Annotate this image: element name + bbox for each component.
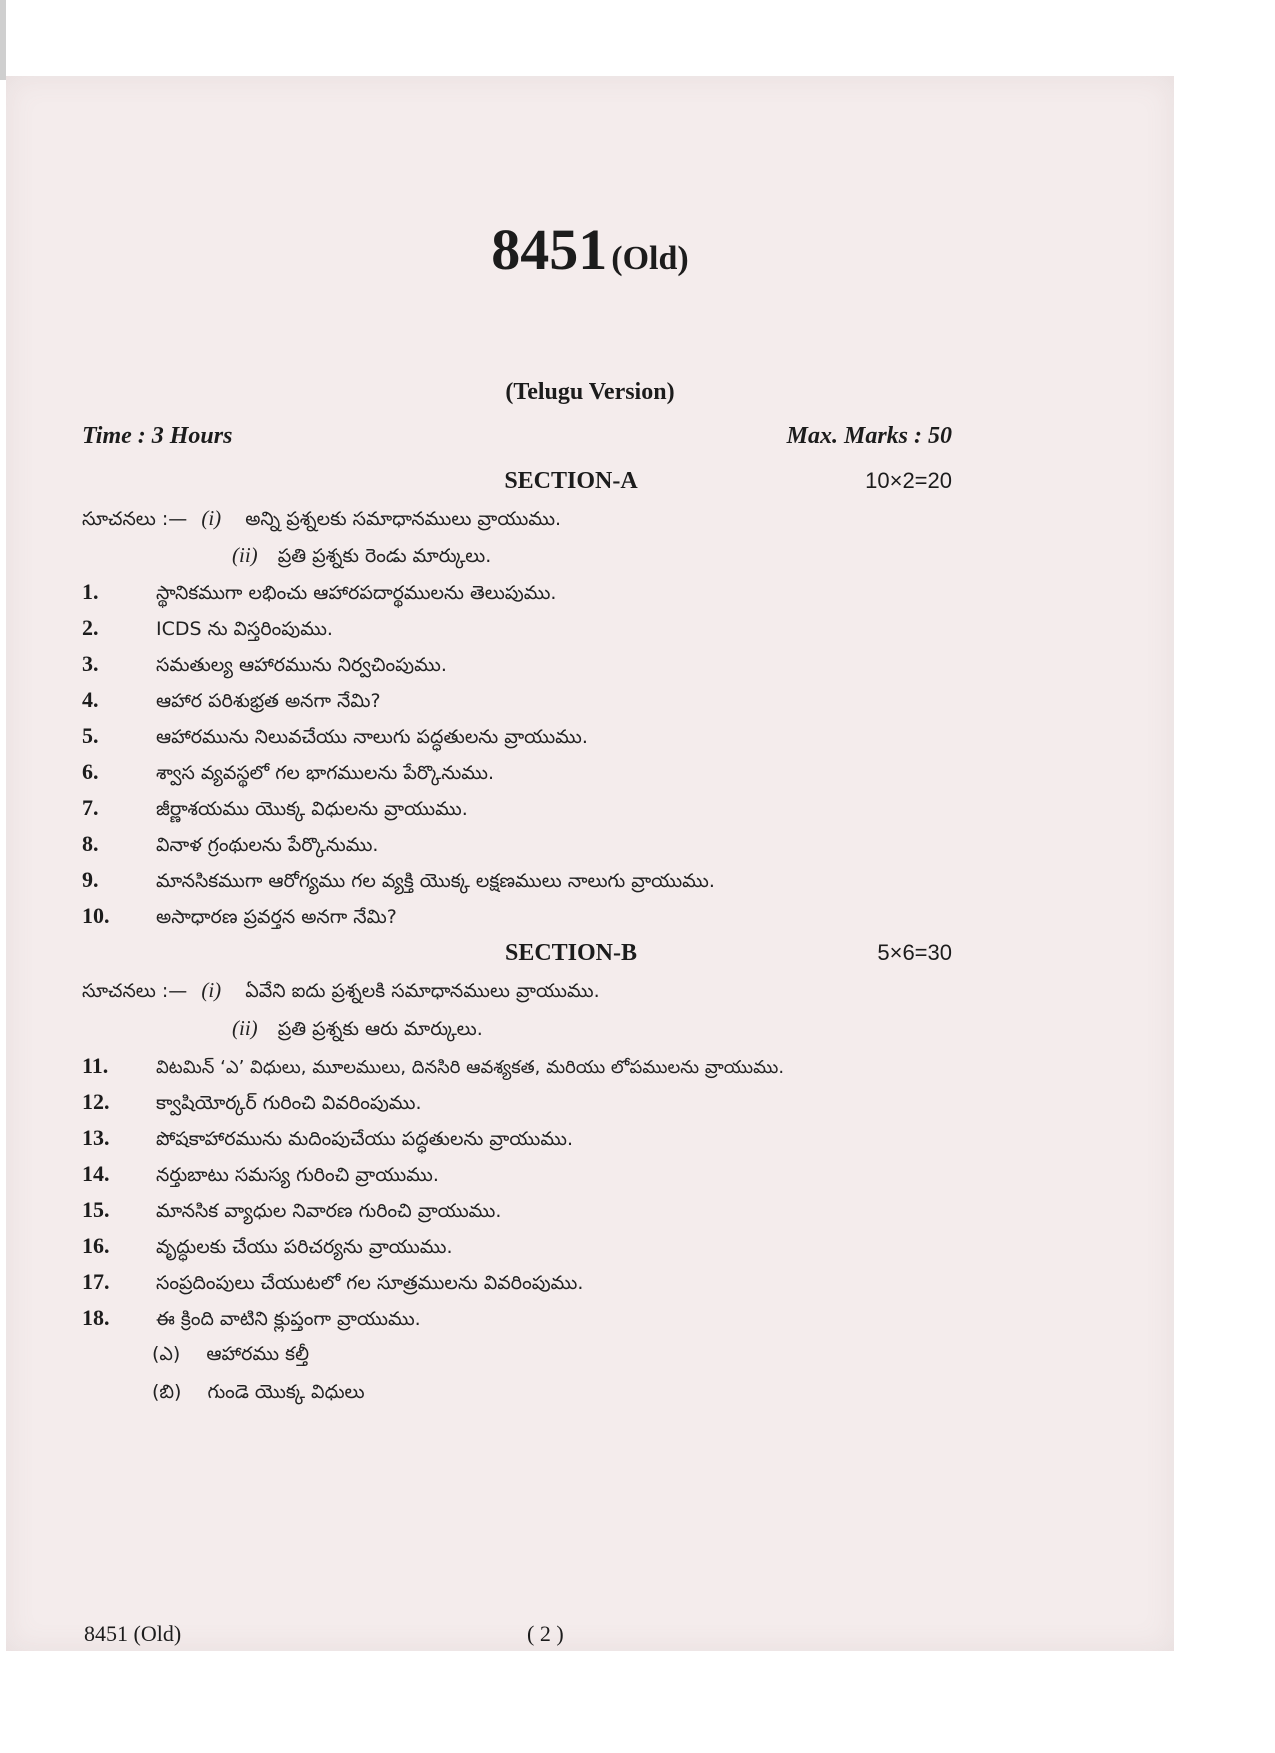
question-text: స్థానికముగా లభించు ఆహారపదార్థములను తెలుపుము. bbox=[156, 582, 557, 604]
question-number: 17. bbox=[82, 1269, 110, 1294]
sub-item-a bbox=[152, 1343, 309, 1370]
question-number: 3. bbox=[82, 651, 99, 676]
instruction-num: (ii) bbox=[232, 1016, 258, 1040]
question-text: పోషకాహారమును మదింపుచేయు పద్ధతులను వ్రాయుము. bbox=[156, 1128, 574, 1150]
question-3 bbox=[82, 651, 447, 681]
question-number: 18. bbox=[82, 1305, 110, 1330]
question-number: 5. bbox=[82, 723, 99, 748]
sub-item-label: (బి) bbox=[152, 1381, 182, 1403]
question-text: శ్వాస వ్యవస్థలో గల భాగములను పేర్కొనుము. bbox=[156, 762, 494, 784]
instruction-label: సూచనలు :— bbox=[82, 508, 188, 530]
question-text: ఆహారమును నిలువచేయు నాలుగు పద్ధతులను వ్రాయుము. bbox=[156, 726, 588, 748]
footer-paper-code: 8451 (Old) bbox=[84, 1621, 182, 1646]
question-text: సంప్రదింపులు చేయుటలో గల సూత్రములను వివరింపుము. bbox=[156, 1272, 584, 1294]
question-number: 16. bbox=[82, 1233, 110, 1258]
question-11 bbox=[82, 1053, 784, 1082]
section-a-marks: 10×2=20 bbox=[865, 468, 952, 493]
instruction-text: అన్ని ప్రశ్నలకు సమాధానములు వ్రాయుము. bbox=[245, 508, 562, 530]
question-number: 9. bbox=[82, 867, 99, 892]
question-text: క్వాషియోర్కర్ గురించి వివరింపుము. bbox=[156, 1092, 422, 1114]
instruction-text: ప్రతి ప్రశ్నకు ఆరు మార్కులు. bbox=[277, 1018, 483, 1040]
section-b-instruction-2 bbox=[232, 1016, 483, 1045]
question-text: జీర్ణాశయము యొక్క విధులను వ్రాయుము. bbox=[156, 798, 468, 820]
paper-suffix: (Old) bbox=[611, 240, 689, 277]
question-text: ఈ క్రింది వాటిని క్లుప్తంగా వ్రాయుము. bbox=[156, 1308, 421, 1330]
question-12 bbox=[82, 1089, 422, 1119]
question-text: విటమిన్ ‘ఎ’ విధులు, మూలములు, దినసిరి ఆవశ్యకత, మరియు లోపములను వ్రాయుము. bbox=[156, 1057, 785, 1078]
question-8 bbox=[82, 831, 378, 861]
question-5 bbox=[82, 723, 588, 753]
section-b-marks: 5×6=30 bbox=[877, 940, 952, 965]
section-a-title: SECTION-A bbox=[504, 468, 638, 494]
question-4 bbox=[82, 687, 381, 717]
paper-code: 8451 bbox=[491, 217, 608, 282]
question-15 bbox=[82, 1197, 501, 1227]
question-18 bbox=[82, 1305, 421, 1335]
exam-page bbox=[6, 76, 1174, 1651]
question-number: 4. bbox=[82, 687, 99, 712]
question-number: 14. bbox=[82, 1161, 110, 1186]
question-text: ICDS ను విస్తరింపుము. bbox=[156, 618, 333, 640]
question-16 bbox=[82, 1233, 453, 1263]
question-17 bbox=[82, 1269, 583, 1299]
instruction-num: (ii) bbox=[232, 543, 258, 567]
question-number: 8. bbox=[82, 831, 99, 856]
instruction-num: (i) bbox=[201, 506, 222, 530]
question-number: 1. bbox=[82, 579, 99, 604]
question-text: నర్తుబాటు సమస్య గురించి వ్రాయుము. bbox=[156, 1164, 439, 1186]
question-text: వినాళ గ్రంథులను పేర్కొనుము. bbox=[156, 834, 379, 856]
question-text: వృద్ధులకు చేయు పరిచర్యను వ్రాయుము. bbox=[156, 1236, 453, 1258]
question-2 bbox=[82, 615, 333, 645]
paper-code-title bbox=[6, 216, 1174, 283]
question-number: 7. bbox=[82, 795, 99, 820]
instruction-label: సూచనలు :— bbox=[82, 980, 188, 1002]
question-number: 10. bbox=[82, 903, 110, 928]
scan-edge bbox=[0, 0, 6, 80]
question-text: మానసికముగా ఆరోగ్యము గల వ్యక్తి యొక్క లక్షణములు నాలుగు వ్రాయుము. bbox=[156, 870, 715, 892]
question-1 bbox=[82, 579, 556, 609]
section-a-instruction-2 bbox=[232, 543, 491, 572]
section-a-instruction-1 bbox=[82, 506, 561, 535]
instruction-num: (i) bbox=[201, 978, 222, 1002]
section-b-title: SECTION-B bbox=[504, 940, 638, 966]
question-number: 6. bbox=[82, 759, 99, 784]
page-number: ( 2 ) bbox=[527, 1621, 564, 1646]
question-number: 12. bbox=[82, 1089, 110, 1114]
version-label: (Telugu Version) bbox=[505, 379, 675, 405]
max-marks-label: Max. Marks : 50 bbox=[786, 423, 952, 449]
question-number: 13. bbox=[82, 1125, 110, 1150]
question-text: మానసిక వ్యాధుల నివారణ గురించి వ్రాయుము. bbox=[156, 1200, 502, 1222]
question-14 bbox=[82, 1161, 439, 1191]
question-text: అసాధారణ ప్రవర్తన అనగా నేమి? bbox=[156, 906, 397, 928]
sub-item-text: ఆహారము కల్తీ bbox=[206, 1343, 310, 1365]
instruction-text: ప్రతి ప్రశ్నకు రెండు మార్కులు. bbox=[277, 545, 492, 567]
time-label: Time : 3 Hours bbox=[82, 423, 233, 449]
question-13 bbox=[82, 1125, 573, 1155]
question-number: 2. bbox=[82, 615, 99, 640]
question-10 bbox=[82, 903, 397, 933]
question-number: 15. bbox=[82, 1197, 110, 1222]
sub-item-text: గుండె యొక్క విధులు bbox=[207, 1381, 365, 1403]
question-number: 11. bbox=[82, 1053, 109, 1078]
sub-item-b bbox=[152, 1381, 365, 1408]
question-9 bbox=[82, 867, 715, 897]
question-text: సమతుల్య ఆహారమును నిర్వచింపుము. bbox=[156, 654, 447, 676]
section-b-instruction-1 bbox=[82, 978, 600, 1007]
instruction-text: ఏవేని ఐదు ప్రశ్నలకి సమాధానములు వ్రాయుము. bbox=[245, 980, 600, 1002]
sub-item-label: (ఎ) bbox=[152, 1343, 181, 1365]
question-7 bbox=[82, 795, 468, 825]
question-6 bbox=[82, 759, 494, 789]
question-text: ఆహార పరిశుభ్రత అనగా నేమి? bbox=[156, 690, 381, 712]
